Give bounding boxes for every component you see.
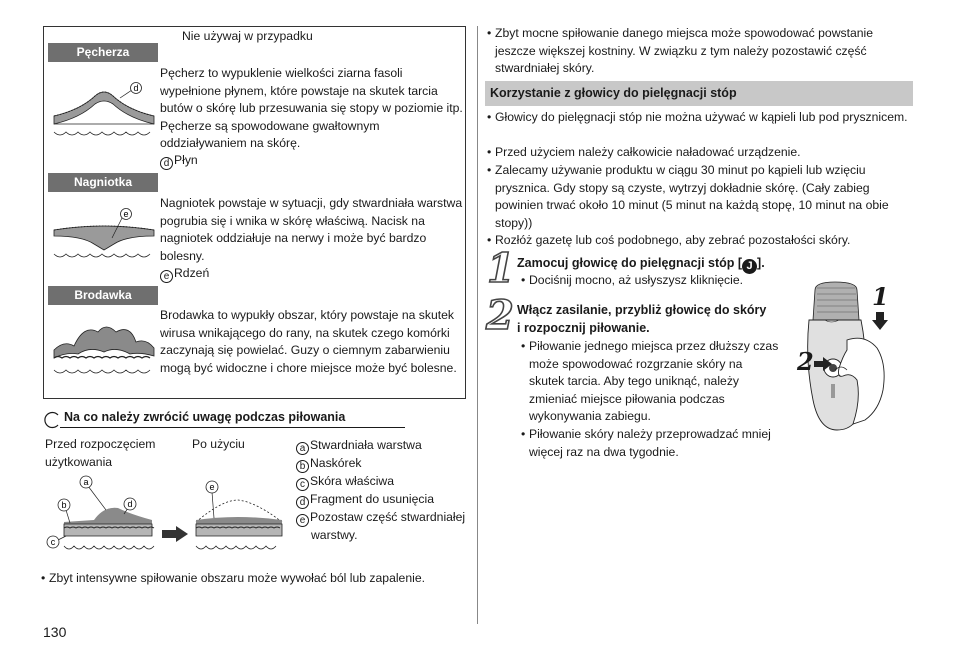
legend-text-core: Rdzeń — [174, 266, 210, 280]
column-divider — [477, 26, 478, 624]
arrow-right-small-icon — [814, 357, 832, 371]
wart-illustration — [50, 318, 158, 378]
callout-e: e — [123, 209, 129, 219]
legend-letter-e: e — [160, 270, 173, 283]
step-1-title: Zamocuj głowicę do pielęgnacji stóp [ J ]. — [517, 256, 765, 272]
step-2-sub-2: • Piłowanie skóry należy przeprowadzać mniej więcej raz na dwa tygodnie. — [529, 426, 779, 461]
caution-heading-underline — [60, 427, 405, 428]
after-diagram — [192, 470, 287, 560]
step-1-number: 1 — [487, 245, 515, 292]
arrow-down-icon — [872, 312, 888, 330]
corn-legend — [160, 265, 209, 283]
step-2-title: Włącz zasilanie, przybliż głowicę do skóry i rozpocznij piłowanie. — [517, 303, 767, 335]
svg-text:a: a — [83, 477, 89, 487]
legend-item: a Stwardniała warstwa — [296, 437, 466, 455]
svg-text:d: d — [127, 499, 133, 509]
legend-item: e Pozostaw część stwardniałej warstwy. — [296, 509, 466, 545]
corn-description: Nagniotek powstaje w sytuacji, gdy stwardniała warstwa pogrubia się i wnika w skórę właściwą. Nacisk na nagniotek oddziałuje na nerwy i może być bardzo bolesny. — [160, 196, 463, 263]
step-2-sub-1: • Piłowanie jednego miejsca przez dłuższy czas może spowodować rozgrzanie skóry na skutek tarcia. Aby tego uniknąć, należy zmieniać miejsce piłowania podczas wykonywania zabiegu. — [529, 338, 779, 426]
corn-illustration — [50, 204, 158, 264]
page-number: 130 — [43, 624, 67, 640]
step-2-number: 2 — [486, 292, 514, 339]
bullet-3: • Zalecamy używanie produktu w ciągu 30 minut po kąpieli lub wzięciu prysznica. Gdy stopy są czyste, wytrzyj dokładnie skórę. (Cały zabieg powinien trwać około 10 minut (5 minut na każdą stopę, 10 minut na obie stopy)) — [495, 162, 915, 232]
figure-label-1: 1 — [872, 282, 889, 311]
bullet-1: • Głowicy do pielęgnacji stóp nie można używać w kąpieli lub pod prysznicem. — [495, 109, 915, 127]
wart-description: Brodawka to wypukły obszar, który powstaje na skutek wirusa wnikającego do rany, na skutek czego komórki zaczynają się powielać. Guzy o ciemnym zabarwieniu mogą być widoczne i chore miejsce może być bolesne. — [160, 308, 457, 375]
legend-letter-d: d — [160, 157, 173, 170]
svg-text:b: b — [61, 500, 67, 510]
tag-blister: Pęcherza — [48, 43, 158, 62]
svg-text:e: e — [209, 482, 215, 492]
callout-d: d — [133, 83, 139, 93]
caution-icon — [43, 411, 61, 429]
arrow-right-icon — [162, 526, 188, 542]
caution-heading: Na co należy zwrócić uwagę podczas piłowania — [64, 410, 346, 424]
diagram-legend — [296, 437, 466, 545]
attachment-j-badge: J — [742, 259, 757, 274]
bottom-note: • Zbyt intensywne spiłowanie obszaru może wywołać ból lub zapalenie. — [49, 570, 469, 588]
svg-text:c: c — [50, 537, 56, 547]
before-label: Przed rozpoczęciem użytkowania — [45, 437, 156, 469]
step-1-sub: • Dociśnij mocno, aż usłyszysz kliknięcie. — [529, 272, 909, 290]
before-diagram — [44, 470, 156, 560]
top-note: • Zbyt mocne spiłowanie danego miejsca może spowodować powstanie jeszcze większej kostniny. W związku z tym należy pozostawić część stwardniałej skóry. — [495, 25, 915, 78]
legend-item: d Fragment do usunięcia — [296, 491, 466, 509]
legend-item: b Naskórek — [296, 455, 466, 473]
legend-text-fluid: Płyn — [174, 153, 198, 167]
bullet-2: • Przed użyciem należy całkowicie naładować urządzenie. — [495, 144, 915, 162]
section-title: Korzystanie z głowicy do pielęgnacji stóp — [490, 86, 737, 100]
blister-description: Pęcherz to wypuklenie wielkości ziarna fasoli wypełnione płynem, które powstaje na skutek tarcia butów o skórę lub przesuwania się stopy w poziomie itp. Pęcherze są spowodowane gwałtownym oddziaływaniem na skórę. — [160, 66, 463, 151]
tag-wart: Brodawka — [48, 286, 158, 305]
table-header-note: Nie używaj w przypadku — [182, 29, 313, 43]
bullet-4: • Rozłóż gazetę lub coś podobnego, aby zebrać pozostałości skóry. — [495, 232, 915, 250]
blister-legend — [160, 152, 198, 170]
figure-label-2: 2 — [797, 347, 814, 376]
tag-corn: Nagniotka — [48, 173, 158, 192]
after-label: Po użyciu — [192, 437, 245, 451]
blister-illustration — [50, 80, 158, 140]
legend-item: c Skóra właściwa — [296, 473, 466, 491]
